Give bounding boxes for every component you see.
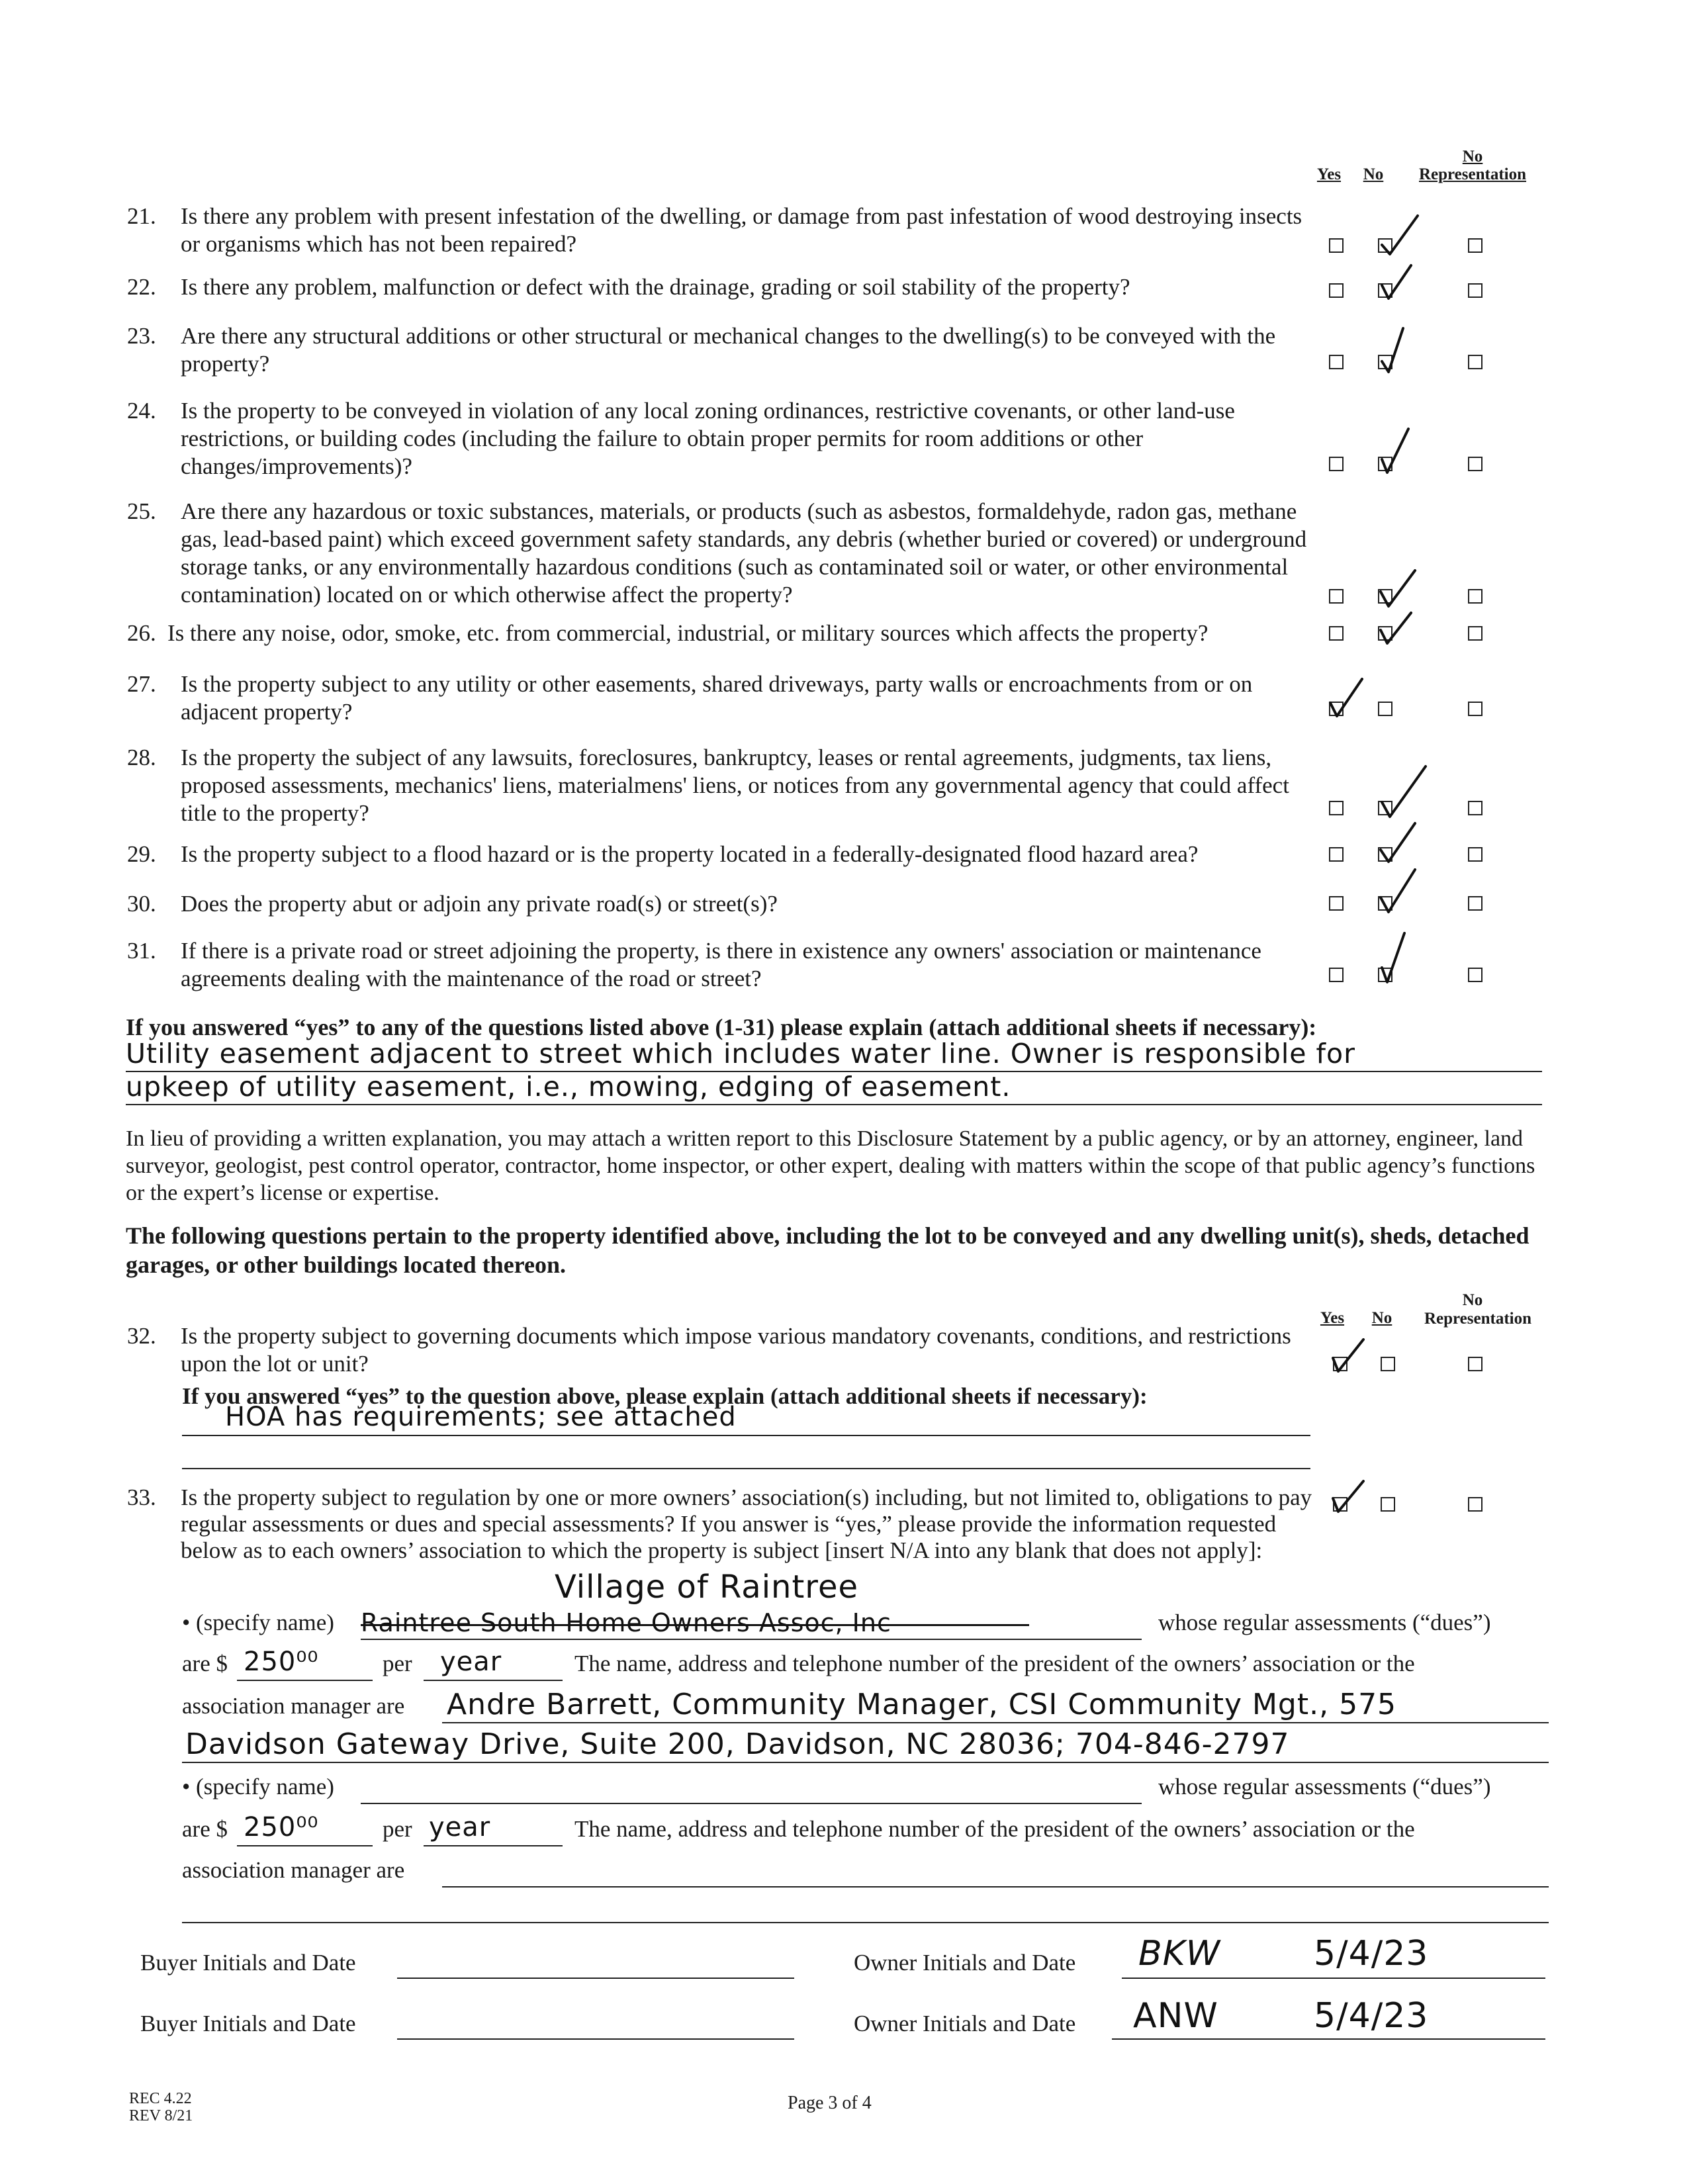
buyer2-label: Buyer Initials and Date [140,2011,356,2036]
q29-yes-checkbox[interactable] [1329,847,1344,862]
q24-yes-checkbox[interactable] [1329,457,1344,471]
q29-no-checkmark-icon [1377,821,1420,864]
q33-norep-checkbox[interactable] [1468,1497,1483,1512]
assoc2-pres-label: The name, address and telephone number of the president of the owners’ association or the [574,1816,1415,1842]
q26-norep-checkbox[interactable] [1468,626,1483,641]
q32-explain-rule-2 [182,1468,1310,1469]
form-revision: REV 8/21 [129,2107,193,2124]
assoc2-are-label: are $ [182,1816,228,1842]
in-lieu-paragraph: In lieu of providing a written explanation, you may attach a written report to this Disclosure Statement by a public agency, or by an attorney, engineer, land surveyor, geologist, pest control operator, contractor, home inspector, or other expert, dealing with matters within the scope of that public agency’s functions or the expert’s license or expertise. [126,1126,1535,1205]
col-yes-header: Yes [1316,165,1342,183]
col-norep-header-line1: No [1462,148,1483,165]
page-number: Page 3 of 4 [788,2093,872,2113]
col-norep-header-2-line2: Representation [1424,1310,1532,1328]
question-27: 27. Is the property subject to any utility or other easements, shared driveways, party walls or encroachments from or on adjacent property? [127,671,1253,725]
buyer1-label: Buyer Initials and Date [140,1950,356,1976]
owner1-rule [1122,1978,1545,1979]
question-31: 31. If there is a private road or street adjoining the property, is there in existence any owners' association or maintenance agreements dealing with the maintenance of the road or street? [127,938,1261,991]
assoc1-specify-label: • (specify name) [182,1610,334,1635]
q24-norep-checkbox[interactable] [1468,457,1483,471]
assoc2-period-rule [424,1845,563,1846]
q27-no-checkbox[interactable] [1378,702,1392,716]
q23-no-checkmark-icon [1377,323,1416,376]
owner1-initials-handwriting[interactable]: BKW [1138,1934,1221,1974]
question-33: 33. Is the property subject to regulation by one or more owners’ association(s) including, but not limited to, obligations to pay regular assessments or dues and special assessments? If you answer is “yes,” please provide the information requested below as to each owners’ association to which the property is subject [insert N/A into any blank that does not apply]: [127,1484,1312,1563]
question-29: 29. Is the property subject to a flood hazard or is the property located in a federally-designated flood hazard area? [127,841,1199,867]
q22-norep-checkbox[interactable] [1468,283,1483,298]
explain-line-2-rule [126,1104,1542,1105]
q27-norep-checkbox[interactable] [1468,702,1483,716]
assoc1-dues-label: whose regular assessments (“dues”) [1158,1610,1491,1635]
assoc1-mgr-rule-2 [182,1762,1549,1763]
buyer2-rule[interactable] [397,2038,794,2040]
assoc1-are-label: are $ [182,1651,228,1676]
explain-line-1-handwriting[interactable]: Utility easement adjacent to street which includes water line. Owner is responsible for [126,1038,1355,1069]
assoc1-struck-name: Raintree South Home Owners Assoc, Inc [361,1608,891,1637]
assoc2-amount-handwriting[interactable]: 250⁰⁰ [244,1812,319,1843]
assoc1-strikethrough [361,1624,1029,1626]
col-norep-header-2-line1: No [1462,1291,1483,1309]
q26-yes-checkbox[interactable] [1329,626,1344,641]
question-21: 21. Is there any problem with present infestation of the dwelling, or damage from past infestation of wood destroying insects or organisms which has not been repaired? [127,203,1302,257]
assoc2-amount-rule [237,1845,373,1846]
assoc1-period-handwriting[interactable]: year [440,1647,502,1677]
q31-norep-checkbox[interactable] [1468,968,1483,982]
col-norep-header-line2: Representation [1418,165,1527,183]
q22-no-checkmark-icon [1377,261,1416,302]
owner1-label: Owner Initials and Date [854,1950,1076,1976]
q21-norep-checkbox[interactable] [1468,238,1483,253]
assoc1-amount-rule [237,1680,373,1681]
assoc2-dues-label: whose regular assessments (“dues”) [1158,1774,1491,1799]
owner2-date-handwriting[interactable]: 5/4/23 [1314,1996,1429,2036]
question-23: 23. Are there any structural additions or other structural or mechanical changes to the dwelling(s) to be conveyed with the property? [127,323,1276,377]
assoc2-specify-label: • (specify name) [182,1774,334,1799]
assoc2-mgr-rule-2 [182,1922,1549,1923]
q30-no-checkmark-icon [1377,867,1420,915]
assoc1-period-rule [424,1680,563,1681]
q25-norep-checkbox[interactable] [1468,589,1483,604]
assoc1-mgr-line1-handwriting[interactable]: Andre Barrett, Community Manager, CSI Community Mgt., 575 [447,1688,1397,1721]
col-no-header: No [1363,165,1384,183]
q29-norep-checkbox[interactable] [1468,847,1483,862]
q23-norep-checkbox[interactable] [1468,355,1483,369]
q32-norep-checkbox[interactable] [1468,1357,1483,1371]
q33-assoc-name-handwriting[interactable]: Village of Raintree [555,1569,859,1606]
q25-no-checkmark-icon [1377,568,1420,609]
q32-explain-prompt: If you answered “yes” to the question above, please explain (attach additional sheets if necessary): [182,1383,1148,1409]
assoc2-period-handwriting[interactable]: year [429,1812,491,1843]
assoc2-name-rule [361,1803,1142,1804]
assoc1-name-rule [361,1639,1142,1640]
explain-line-2-handwriting[interactable]: upkeep of utility easement, i.e., mowing, edging of easement. [126,1071,1011,1103]
question-22: 22. Is there any problem, malfunction or defect with the drainage, grading or soil stability of the property? [127,274,1130,300]
q30-yes-checkbox[interactable] [1329,896,1344,911]
q32-no-checkbox[interactable] [1381,1357,1395,1371]
owner1-date-handwriting[interactable]: 5/4/23 [1314,1934,1429,1974]
assoc1-mgr-line2-handwriting[interactable]: Davidson Gateway Drive, Suite 200, Davidson, NC 28036; 704-846-2797 [185,1727,1290,1761]
explain-1-31-prompt: If you answered “yes” to any of the questions listed above (1-31) please explain (attach additional sheets if necessary): [126,1014,1317,1040]
question-32: 32. Is the property subject to governing documents which impose various mandatory covenants, conditions, and restrictions upon the lot or unit? [127,1323,1291,1377]
assoc1-per-label: per [383,1651,412,1676]
q21-yes-checkbox[interactable] [1329,238,1344,253]
q24-no-checkmark-icon [1377,424,1419,477]
question-30: 30. Does the property abut or adjoin any private road(s) or street(s)? [127,891,778,917]
following-questions-heading: The following questions pertain to the property identified above, including the lot to be conveyed and any dwelling unit(s), sheds, detached garages, or other buildings located thereon. [126,1222,1529,1278]
owner2-initials-handwriting[interactable]: ANW [1133,1996,1218,2036]
assoc2-mgr-rule-1 [442,1886,1549,1888]
question-28: 28. Is the property the subject of any lawsuits, foreclosures, bankruptcy, leases or rental agreements, judgments, tax liens, proposed assessments, mechanics' liens, materialmens' liens, or notices from any governmental agency that could affect title to the property? [127,745,1289,826]
question-26: 26. Is there any noise, odor, smoke, etc. from commercial, industrial, or military sources which affects the property? [127,620,1209,646]
q21-no-checkmark-icon [1377,212,1423,258]
q32-yes-checkmark-icon [1329,1337,1369,1374]
assoc2-per-label: per [383,1816,412,1842]
q28-norep-checkbox[interactable] [1468,801,1483,815]
q33-no-checkbox[interactable] [1381,1497,1395,1512]
col-no-header-2: No [1371,1309,1392,1327]
q32-explain-rule-1 [182,1435,1310,1436]
assoc1-mgr-rule-1 [442,1722,1549,1723]
assoc1-amount-handwriting[interactable]: 250⁰⁰ [244,1647,319,1677]
q26-no-checkmark-icon [1377,610,1416,646]
q32-explain-handwriting[interactable]: HOA has requirements; see attached [225,1402,737,1432]
assoc1-mgr-label: association manager are [182,1693,405,1719]
q27-yes-checkmark-icon [1326,676,1366,719]
question-25: 25. Are there any hazardous or toxic substances, materials, or products (such as asbestos, formaldehyde, radon gas, methane gas, lead-based paint) which exceed government safety standards, any debris (whether buried or covered) or underground storage tanks, or any environmentally hazardous conditions (such as contaminated soil or water, or other environmental contamination) located on or which otherwise affect the property? [127,498,1307,608]
assoc1-pres-label: The name, address and telephone number of the president of the owners’ association or the [574,1651,1415,1676]
question-24: 24. Is the property to be conveyed in violation of any local zoning ordinances, restrictive covenants, or other land-use restrictions, or building codes (including the failure to obtain proper permits for room additions or other changes/improvements)? [127,398,1235,479]
q25-yes-checkbox[interactable] [1329,589,1344,604]
q28-yes-checkbox[interactable] [1329,801,1344,815]
q30-norep-checkbox[interactable] [1468,896,1483,911]
col-yes-header-2: Yes [1320,1309,1345,1327]
q31-yes-checkbox[interactable] [1329,968,1344,982]
q31-no-checkmark-icon [1377,929,1416,985]
owner2-label: Owner Initials and Date [854,2011,1076,2036]
buyer1-rule[interactable] [397,1978,794,1979]
form-code: REC 4.22 [129,2090,192,2107]
q33-yes-checkmark-icon [1329,1479,1369,1514]
assoc2-mgr-label: association manager are [182,1857,405,1883]
q23-yes-checkbox[interactable] [1329,355,1344,369]
q22-yes-checkbox[interactable] [1329,283,1344,298]
owner2-rule [1112,2038,1545,2040]
q28-no-checkmark-icon [1377,764,1430,819]
